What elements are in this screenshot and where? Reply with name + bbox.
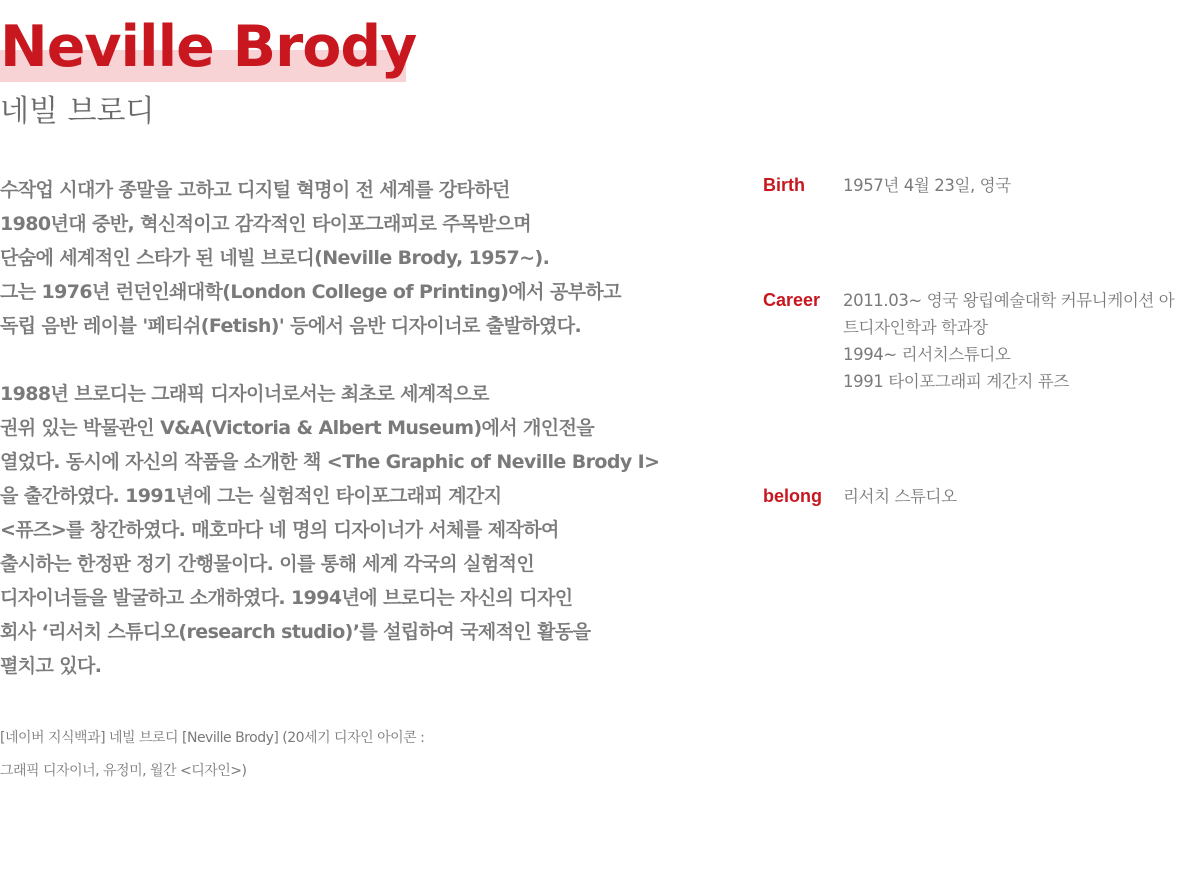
belong-values — [843, 483, 1184, 510]
page-subtitle: 네빌 브로디 — [0, 94, 155, 129]
career-values — [843, 287, 1184, 395]
biography-paragraph-2: 1988년 브로디는 그래픽 디자이너로서는 최초로 세계적으로 권위 있는 박물관인 V&A(Victoria & Albert Museum)에서 개인전을 열었다. 동시에 자신의 작품을 소개한 책 <The Graphic of Neville Brody I> 을 출간하였다. 1991년에 그는 실험적인 타이포그래피 계간지 <퓨즈>를 창간하였다. 매호마다 네 명의 디자이너가 서체를 제작하여 출시하는 한정판 정기 간행물이다. 이를 통해 세계 각국의 실험적인 디자이너들을 발굴하고 소개하였다. 1994년에 브로디는 자신의 디자인 회사 ‘리서치 스튜디오(research studio)’를 설립하여 국제적인 활동을 펼치고 있다. — [0, 383, 660, 677]
birth-values — [843, 172, 1184, 199]
career-line: 트디자인학과 학과장 — [843, 318, 988, 337]
source-citation — [0, 722, 660, 788]
biography-paragraph-1: 수작업 시대가 종말을 고하고 디지털 혁명이 전 세계를 강타하던 1980년대 중반, 혁신적이고 감각적인 타이포그래피로 주목받으며 단숨에 세계적인 스타가 된 네빌 브로디(Neville Brody, 1957~). 그는 1976년 런던인쇄대학(London College of Printing)에서 공부하고 독립 음반 레이블 '페티쉬(Fetish)' 등에서 음반 디자이너로 출발하였다. — [0, 179, 621, 337]
belong-value: 리서치 스튜디오 — [843, 487, 957, 506]
page-title: Neville Brody — [0, 14, 417, 80]
career-line: 1994~ 리서치스튜디오 — [843, 345, 1011, 364]
source-line-1: [네이버 지식백과] 네빌 브로디 [Neville Brody] (20세기 디자인 아이콘 : — [0, 730, 425, 746]
source-line-2: 그래픽 디자이너, 유정미, 월간 <디자인>) — [0, 763, 247, 779]
career-line: 1991 타이포그래피 계간지 퓨즈 — [843, 372, 1069, 391]
belong-label: belong — [763, 486, 822, 506]
title-block — [0, 10, 416, 84]
birth-value: 1957년 4월 23일, 영국 — [843, 176, 1011, 195]
birth-label: Birth — [763, 175, 805, 195]
career-line: 2011.03~ 영국 왕립예술대학 커뮤니케이션 아 — [843, 291, 1175, 310]
biography — [0, 173, 660, 717]
career-label: Career — [763, 290, 821, 310]
